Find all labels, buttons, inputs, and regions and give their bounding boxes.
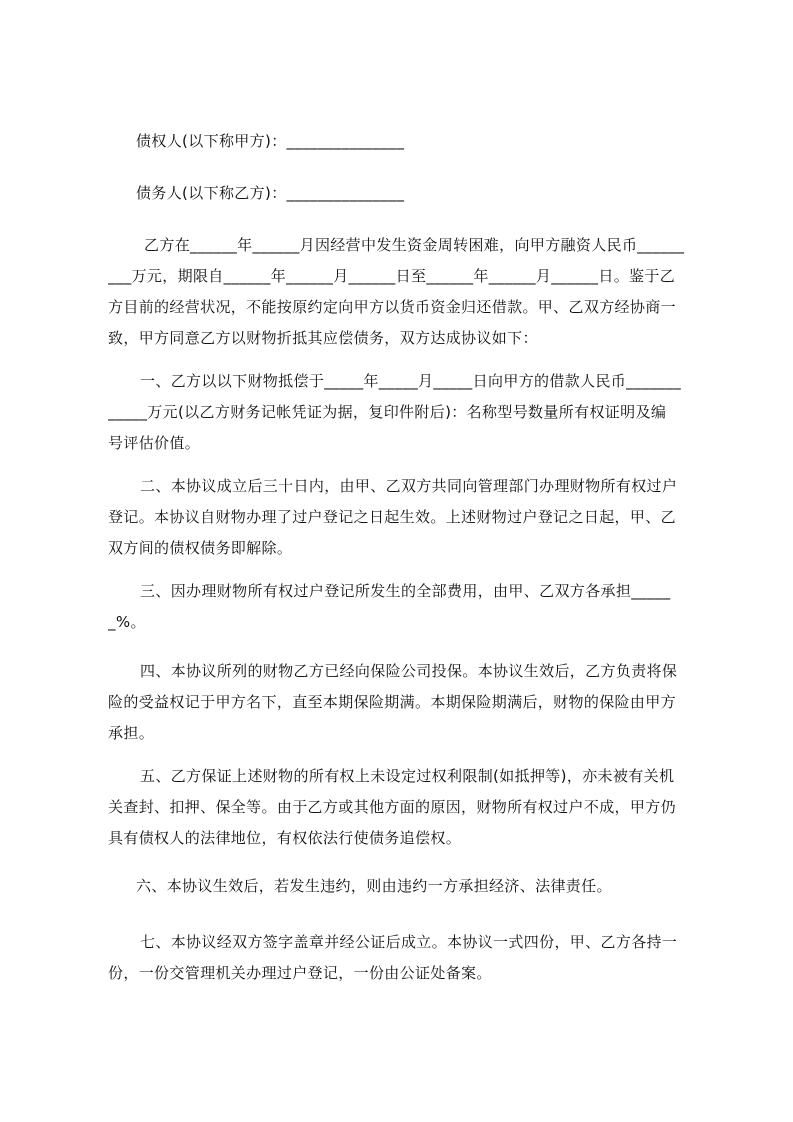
clause-2-line-1: 二、本协议成立后三十日内，由甲、乙双方共同向管理部门办理财物所有权过户	[140, 477, 678, 495]
clause-1-line-2: _____万元(以乙方财务记帐凭证为据，复印件附后)：名称型号数量所有权证明及编	[108, 403, 667, 421]
creditor-line: 债权人(以下称甲方)：_______________	[136, 132, 405, 150]
clause-4-line-1: 四、本协议所列的财物乙方已经向保险公司投保。本协议生效后，乙方负责将保	[140, 662, 678, 680]
intro-line-1: 乙方在______年______月因经营中发生资金周转困难，向甲方融资人民币______	[144, 236, 685, 254]
clause-5-line-1: 五、乙方保证上述财物的所有权上未设定过权利限制(如抵押等)，亦未被有关机	[140, 767, 675, 785]
intro-line-4: 致，甲方同意乙方以财物折抵其应偿债务，双方达成协议如下：	[108, 329, 538, 347]
clause-3-line-1: 三、因办理财物所有权过户登记所发生的全部费用，由甲、乙双方各承担_____	[140, 582, 671, 600]
clause-1-line-3: 号评估价值。	[108, 434, 201, 452]
clause-3-line-2: _%。	[108, 613, 146, 631]
clause-7-line-2: 份，一份交管理机关办理过户登记，一份由公证处备案。	[108, 964, 492, 982]
clause-4-line-3: 承担。	[108, 724, 155, 742]
clause-4-line-2: 险的受益权记于甲方名下，直至本期保险期满。本期保险期满后，财物的保险由甲方	[108, 693, 676, 711]
clause-6-line-1: 六、本协议生效后，若发生违约，则由违约一方承担经济、法律责任。	[136, 877, 612, 895]
clause-2-line-3: 双方间的债权债务即解除。	[108, 539, 293, 557]
clause-1-line-1: 一、乙方以以下财物抵偿于_____年_____月_____日向甲方的借款人民币_______	[140, 372, 682, 390]
clause-7-line-1: 七、本协议经双方签字盖章并经公证后成立。本协议一式四份，甲、乙方各持一	[140, 933, 678, 951]
debtor-line: 债务人(以下称乙方)：_______________	[136, 184, 405, 202]
clause-2-line-2: 登记。本协议自财物办理了过户登记之日起生效。上述财物过户登记之日起，甲、乙	[108, 508, 676, 526]
intro-line-3: 方目前的经营状况，不能按原约定向甲方以货币资金归还借款。甲、乙双方经协商一	[108, 298, 676, 316]
intro-line-2: ___万元，期限自______年______月______日至______年______月______日。鉴于乙	[108, 267, 676, 285]
clause-5-line-2: 关查封、扣押、保全等。由于乙方或其他方面的原因，财物所有权过户不成，甲方仍	[108, 798, 676, 816]
clause-5-line-3: 具有债权人的法律地位，有权依法行使债务追偿权。	[108, 829, 462, 847]
